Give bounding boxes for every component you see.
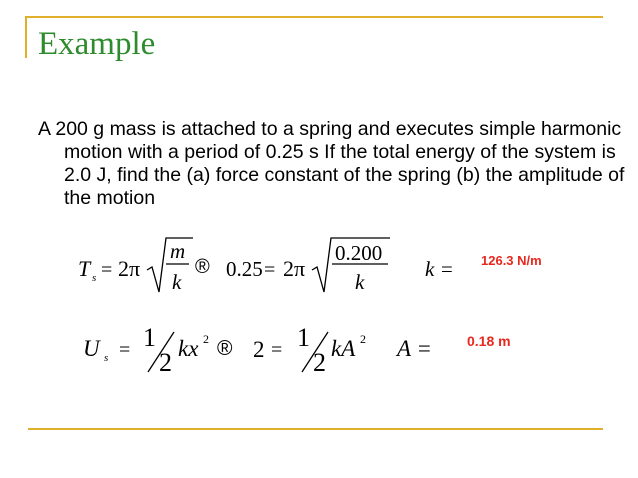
eq1-denominator-k: k — [172, 270, 182, 294]
eq1-equals-2: = — [264, 259, 276, 281]
eq1-period-value: 0.25 — [226, 257, 263, 281]
eq1-two-pi-2: 2π — [283, 256, 306, 281]
amplitude-answer: 0.18 m — [467, 333, 511, 349]
eq2-half-denominator-2: 2 — [313, 348, 326, 377]
eq1-numerator-m: m — [170, 239, 186, 263]
eq1-T: T — [78, 256, 91, 281]
eq1-equals: = — [101, 259, 113, 281]
eq2-A-result-label: A = — [397, 336, 432, 361]
slide-title: Example — [38, 26, 156, 62]
eq2-equals-2: = — [271, 339, 283, 361]
eq1-denominator-k-2: k — [355, 270, 365, 294]
eq2-energy-value: 2 — [253, 337, 265, 362]
problem-statement: A 200 g mass is attached to a spring and executes simple harmonic motion with a period of 0.25 s If the total energy of the system is 2.0 J, find the (a) force constant of the spring (b) the amplitude of the motion — [38, 118, 625, 209]
eq1-k-result-label: k = — [425, 257, 454, 281]
eq1-numerator-mass: 0.200 — [335, 241, 383, 265]
eq2-half-numerator-2: 1 — [297, 323, 310, 352]
eq2-kA: kA — [331, 336, 356, 361]
eq2-half-denominator: 2 — [159, 348, 172, 377]
eq2-kx: kx — [178, 336, 199, 361]
eq1-two-pi: 2π — [118, 256, 141, 281]
eq2-kA-exponent: 2 — [360, 332, 366, 346]
eq2-equals: = — [119, 339, 131, 361]
eq2-U: U — [83, 336, 100, 361]
eq2-half-numerator: 1 — [143, 323, 156, 352]
eq1-T-subscript: s — [92, 272, 97, 284]
eq2-kx-exponent: 2 — [203, 332, 209, 346]
eq2-U-subscript: s — [104, 352, 109, 364]
force-constant-answer: 126.3 N/m — [481, 253, 542, 268]
eq2-implies-symbol: ® — [217, 337, 233, 360]
eq1-implies-symbol: ® — [195, 256, 210, 278]
